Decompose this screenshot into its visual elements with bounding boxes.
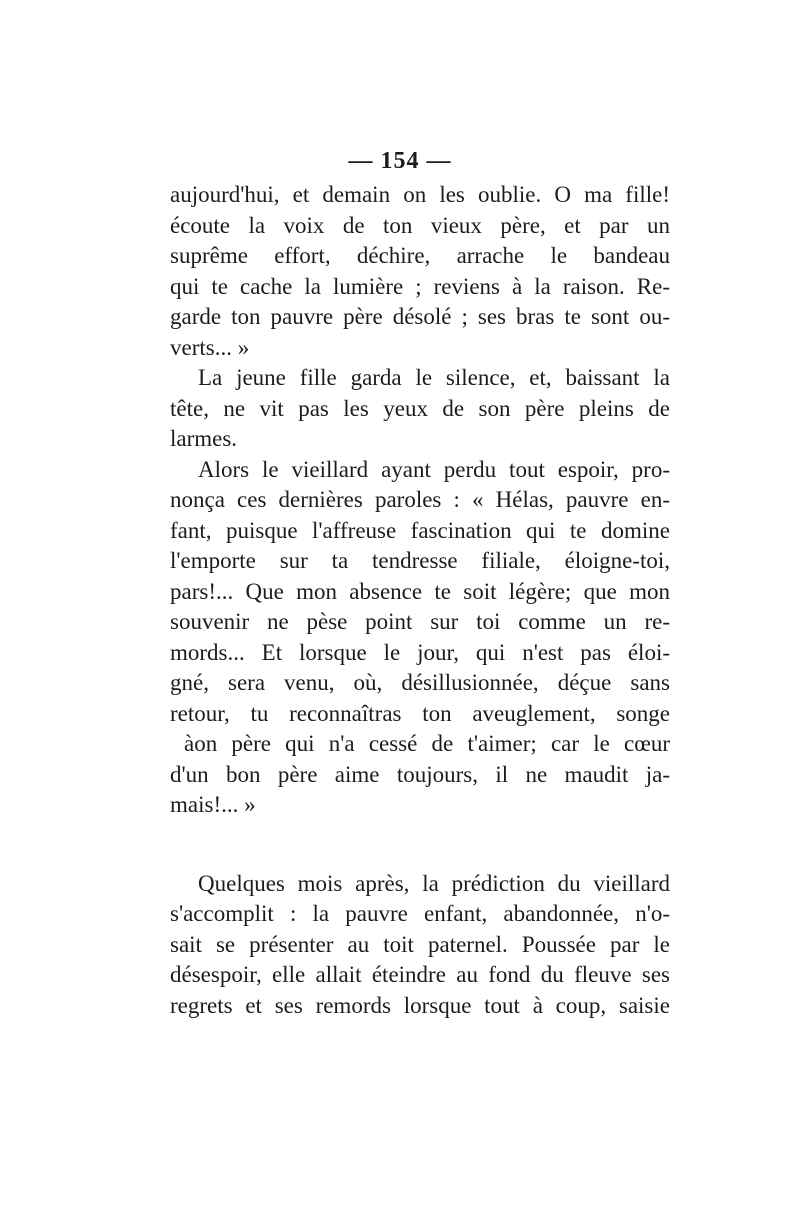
text-line: àon père qui n'a cessé de t'aimer; car le cœur xyxy=(184,731,670,756)
text-line: nonça ces dernières paroles : « Hélas, pauvre en- xyxy=(170,487,670,512)
text-line: désespoir, elle allait éteindre au fond du fleuve ses xyxy=(170,962,670,987)
body-text xyxy=(170,180,670,1021)
text-line: s'accomplit : la pauvre enfant, abandonnée, n'o- xyxy=(170,901,670,926)
text-line: pars!... Que mon absence te soit légère; que mon xyxy=(170,578,670,604)
text-line: garde ton pauvre père désolé ; ses bras te sont ou- xyxy=(170,304,670,329)
text-line: sait se présenter au toit paternel. Poussée par le xyxy=(170,931,670,957)
text-line: mords... Et lorsque le jour, qui n'est pas éloi- xyxy=(170,639,670,665)
paragraph-gap xyxy=(170,821,670,869)
text-line: La jeune fille garda le silence, et, baissant la xyxy=(198,365,670,390)
text-line: suprême effort, déchire, arrache le bandeau xyxy=(170,243,670,268)
text-line: tête, ne vit pas les yeux de son père pleins de xyxy=(170,395,670,421)
text-line: Alors le vieillard ayant perdu tout espoir, pro- xyxy=(198,456,670,482)
text-line: larmes. xyxy=(170,426,238,451)
page-number: — 154 — xyxy=(348,148,452,174)
text-line: gné, sera venu, où, désillusionnée, déçue sans xyxy=(170,670,670,695)
text-line: mais!... » xyxy=(170,792,256,817)
text-line: aujourd'hui, et demain on les oublie. O ma fille! xyxy=(170,182,670,207)
text-line: qui te cache la lumière ; reviens à la raison. Re- xyxy=(170,273,670,299)
text-line: Quelques mois après, la prédiction du vieillard xyxy=(198,870,670,896)
text-line: retour, tu reconnaîtras ton aveuglement, songe xyxy=(170,700,670,726)
text-line: d'un bon père aime toujours, il ne maudit ja- xyxy=(170,761,670,787)
text-line: écoute la voix de ton vieux père, et par un xyxy=(170,212,670,238)
text-line: verts... » xyxy=(170,334,250,360)
text-line: fant, puisque l'affreuse fascination qui te domine xyxy=(170,517,670,543)
text-line: regrets et ses remords lorsque tout à coup, saisie xyxy=(170,992,670,1018)
text-line: l'emporte sur ta tendresse filiale, éloigne-toi, xyxy=(170,548,670,573)
text-line: souvenir ne pèse point sur toi comme un re- xyxy=(170,609,670,634)
